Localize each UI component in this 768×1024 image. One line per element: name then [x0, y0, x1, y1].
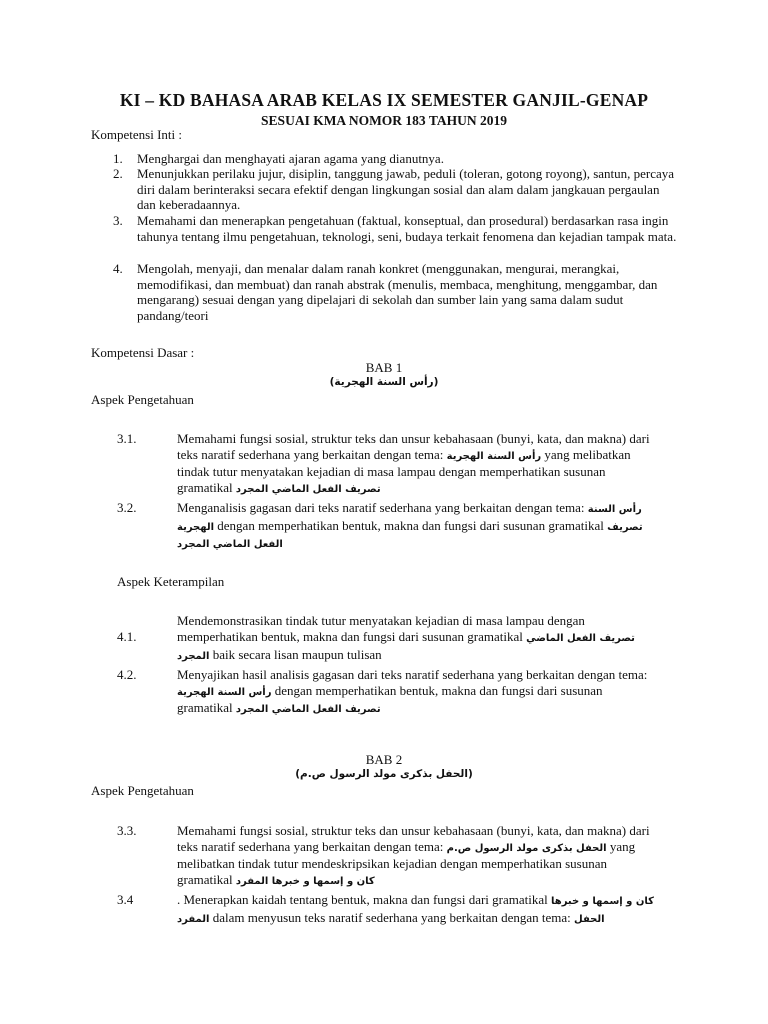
kd-4-2-number: 4.2. [117, 667, 137, 682]
ki-item-3-number: 3. [113, 213, 123, 228]
ki-item-4-text: Mengolah, menyaji, dan menalar dalam ranah konkret (menggunakan, mengurai, merangkai, memodifikasi, dan membuat) dan ranah abstrak (menulis, membaca, menghitung, menggambar, dan mengarang) sesuai dengan yang dipelajari di sekolah dan sumber lain yang sama dalam sudut pandang/teori [137, 261, 658, 323]
kd-4-2-text: Menyajikan hasil analisis gagasan dari teks naratif sederhana yang berkaitan dengan tema: رأس السنة الهجرية dengan memperhatikan bentuk, makna dan fungsi dari susunan gramatikal تصريف الفعل الماضي المجرد [177, 667, 648, 715]
bab1-aspek-keterampilan: Aspek Keterampilan [117, 574, 225, 589]
bab2-subtitle: (الحفل بذكرى مولد الرسول ص.م) [295, 768, 473, 780]
kd-3-3-number: 3.3. [117, 823, 137, 838]
kd-3-3-arabic-grammar: كان و إسمها و خبرها المفرد [235, 875, 375, 887]
kd-4-2-arabic-grammar: تصريف الفعل الماضي المجرد [235, 704, 381, 715]
kd-3-2-arabic-grammar: تصريف الفعل الماضي المجرد [177, 521, 643, 550]
bab1-subtitle: (رأس السنة الهجرية) [329, 376, 439, 388]
kd-3-1-arabic-grammar: تصريف الفعل الماضي المجرد [235, 483, 381, 495]
kd-heading: Kompetensi Dasar : [91, 345, 195, 360]
kd-3-1-arabic-theme: رأس السنة الهجرية [446, 450, 542, 462]
kd-4-2-arabic-theme: رأس السنة الهجرية [177, 686, 272, 698]
kd-3-2-arabic-theme: رأس السنة الهجرية [177, 504, 642, 533]
kd-4-1-line-1: Mendemonstrasikan tindak tutur menyatakan kejadian di masa lampau dengan [177, 613, 585, 628]
ki-item-4-number: 4. [113, 261, 123, 276]
document-subtitle: SESUAI KMA NOMOR 183 TAHUN 2019 [261, 113, 507, 128]
ki-item-1-number: 1. [113, 151, 123, 166]
kd-4-1-number: 4.1. [117, 629, 137, 644]
kd-4-1-arabic-grammar: تصريف الفعل الماضي المجرد [177, 633, 635, 662]
document-title: KI – KD BAHASA ARAB KELAS IX SEMESTER GANJIL-GENAP [119, 90, 649, 110]
ki-item-2-number: 2. [113, 166, 123, 181]
ki-heading: Kompetensi Inti : [91, 127, 182, 142]
kd-3-1-text: Memahami fungsi sosial, struktur teks dan unsur kebahasaan (bunyi, kata, dan makna) dari teks naratif sederhana yang berkaitan dengan tema: رأس السنة الهجرية yang melibatkan tindak tutur menyatakan kejadian di masa lampau dengan memperhatikan susunan gramatikal تصريف الفعل الماضي المجرد [177, 431, 650, 495]
kd-3-4-arabic-grammar: كان و إسمها و خبرها المفرد [177, 896, 654, 925]
kd-3-2-number: 3.2. [117, 500, 137, 515]
kd-3-2-text: Menganalisis gagasan dari teks naratif sederhana yang berkaitan dengan tema: رأس السنة الهجرية dengan memperhatikan bentuk, makna dan fungsi dari susunan gramatikal تصريف الفعل الماضي المجرد [177, 500, 643, 550]
kd-3-3-arabic-theme: الحفل بذكرى مولد الرسول ص.م [446, 842, 607, 854]
kd-3-4-number: 3.4 [117, 892, 134, 907]
bab2-title: BAB 2 [365, 752, 403, 767]
bab1-title: BAB 1 [365, 360, 403, 375]
ki-item-3-text: Memahami dan menerapkan pengetahuan (faktual, konseptual, dan prosedural) berdasarkan rasa ingin tahunya tentang ilmu pengetahuan, teknologi, seni, budaya terkait fenomena dan kejadian tampak mata. [137, 213, 677, 244]
kd-3-4-arabic-theme: الحفل [574, 913, 605, 925]
bab1-aspek-pengetahuan: Aspek Pengetahuan [91, 392, 194, 407]
kd-4-1-text: memperhatikan bentuk, makna dan fungsi dari susunan gramatikal تصريف الفعل الماضي المجرد baik secara lisan maupun tulisan [177, 629, 635, 662]
bab2-aspek-pengetahuan: Aspek Pengetahuan [91, 783, 194, 798]
kd-3-3-text: Memahami fungsi sosial, struktur teks dan unsur kebahasaan (bunyi, kata, dan makna) dari teks naratif sederhana yang berkaitan dengan tema: الحفل بذكرى مولد الرسول ص.م yang melibatkan tindak tutur mendeskripsikan kejadian dengan memperhatikan susunan gramatikal كان و إسمها و خبرها المفرد [177, 823, 650, 887]
kd-3-4-text: . Menerapkan kaidah tentang bentuk, makna dan fungsi dari gramatikal كان و إسمها و خبرها المفرد dalam menyusun teks naratif sederhana yang berkaitan dengan tema: الحفل [177, 892, 654, 925]
kd-3-1-number: 3.1. [117, 431, 137, 446]
ki-item-2-text: Menunjukkan perilaku jujur, disiplin, tanggung jawab, peduli (toleran, gotong royong), santun, percaya diri dalam berinteraksi secara efektif dengan lingkungan sosial dan alam dalam jangkauan pergaulan dan keberadaannya. [137, 166, 675, 212]
ki-item-1-text: Menghargai dan menghayati ajaran agama yang dianutnya. [137, 151, 444, 166]
